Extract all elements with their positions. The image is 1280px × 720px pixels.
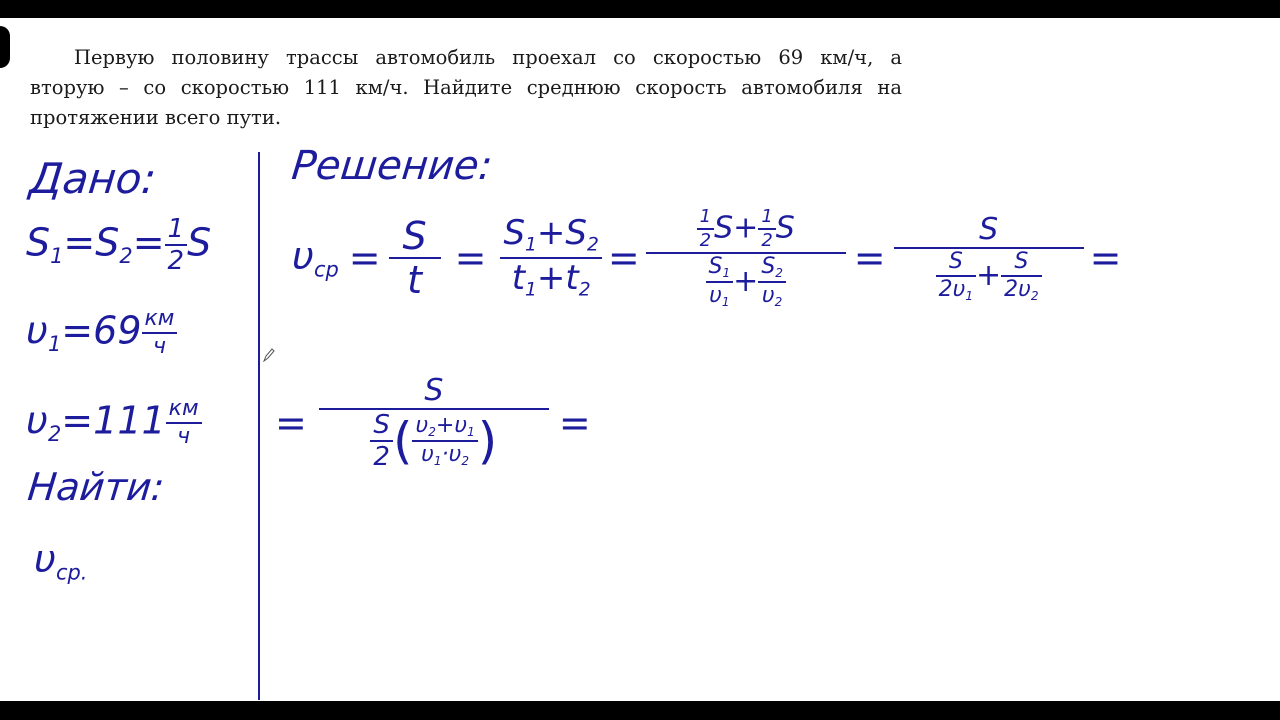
- given-s-equation: [26, 216, 211, 274]
- open-paren: (: [392, 412, 413, 470]
- denominator: t: [407, 258, 423, 303]
- equals-sign: =: [348, 236, 381, 281]
- fraction-bar: [319, 408, 549, 410]
- v-symbol: υ: [1018, 276, 1031, 302]
- v-symbol: υ: [421, 442, 434, 467]
- denominator: 2: [761, 230, 773, 251]
- v2-value: 111: [93, 398, 166, 443]
- numerator: [694, 208, 798, 250]
- fraction-s2-v2: [758, 256, 786, 309]
- v1-value: 69: [93, 308, 142, 353]
- close-paren: ): [477, 412, 498, 470]
- s-symbol: S: [761, 254, 776, 279]
- v-symbol: υ: [709, 283, 722, 309]
- unit-denominator: ч: [177, 424, 191, 449]
- fraction-half-s: [646, 208, 846, 309]
- fraction-bar: [646, 252, 846, 254]
- problem-line-2: вторую – со скоростью 111 км/ч. Найдите среднюю скорость автомобиля на: [30, 76, 902, 99]
- fraction-half: [758, 208, 775, 250]
- subscript: 2: [774, 295, 783, 310]
- fraction-half: [165, 216, 188, 274]
- fraction-sum: [500, 213, 601, 301]
- s-symbol: S: [565, 213, 588, 254]
- given-v1: [26, 308, 177, 358]
- subscript: 2: [775, 266, 783, 281]
- given-title: Дано:: [27, 154, 159, 203]
- subscript: 1: [965, 288, 974, 303]
- fraction-s1-v1: [706, 256, 734, 309]
- equals-sign: =: [607, 236, 640, 281]
- s-symbol: S: [187, 220, 212, 265]
- unit-fraction: [142, 308, 178, 358]
- corner-marker: [0, 26, 10, 68]
- equals-sign: =: [275, 401, 307, 445]
- numerator: [758, 256, 786, 279]
- pencil-cursor-icon: [263, 348, 275, 362]
- v-symbol: υ: [448, 442, 462, 467]
- subscript: 1: [48, 331, 62, 356]
- denominator: [509, 258, 594, 301]
- fraction-s-2v1: [936, 248, 976, 303]
- numerator: S: [979, 211, 999, 247]
- subscript: 1: [50, 243, 64, 268]
- denominator: [418, 444, 472, 467]
- find-v: [34, 537, 88, 585]
- fraction-half: [697, 208, 714, 250]
- denominator: 2: [699, 230, 712, 251]
- find-title: Найти:: [25, 465, 167, 509]
- v-symbol: υ: [454, 412, 468, 438]
- denominator: [706, 285, 732, 308]
- numerator: S: [1014, 248, 1029, 274]
- s-symbol: S: [95, 220, 120, 265]
- problem-line-1: Первую половину трассы автомобиль проехал со скоростью 69 км/ч, а: [74, 46, 902, 69]
- subscript: 2: [461, 454, 470, 469]
- v-avg: [292, 233, 341, 282]
- t-symbol: t: [565, 258, 579, 299]
- denominator: [759, 285, 785, 308]
- given-v2: [26, 398, 202, 448]
- equals-sign: =: [558, 401, 591, 445]
- s-symbol: S: [503, 213, 526, 254]
- plus-sign: +: [536, 258, 566, 299]
- plus-sign: +: [536, 213, 566, 254]
- subscript: 1: [722, 266, 731, 281]
- equals-sign: =: [63, 220, 96, 265]
- subscript: 1: [525, 279, 537, 301]
- numerator: S: [424, 373, 444, 408]
- unit-numerator: км: [144, 306, 175, 331]
- denominator: [703, 256, 789, 309]
- problem-line-3: протяжении всего пути.: [30, 106, 282, 129]
- fraction-s-2v2: [1001, 248, 1041, 303]
- numerator: S: [948, 248, 963, 274]
- problem-statement: [30, 43, 902, 133]
- s-symbol: S: [714, 210, 734, 246]
- fraction-s-over-2: [370, 412, 393, 470]
- numerator: S: [402, 214, 427, 259]
- numerator: 1: [699, 206, 712, 227]
- subscript: 2: [587, 234, 599, 256]
- denominator: 2: [373, 442, 390, 472]
- subscript: 1: [721, 295, 730, 310]
- v-symbol: υ: [292, 233, 314, 278]
- s-symbol: S: [26, 220, 51, 265]
- v-symbol: υ: [26, 398, 48, 443]
- v-symbol: υ: [34, 537, 56, 581]
- v-symbol: υ: [761, 283, 775, 309]
- numerator: [706, 256, 734, 279]
- denominator: [933, 248, 1045, 303]
- solution-line-2: [275, 373, 591, 472]
- equals-sign: =: [61, 308, 94, 353]
- subscript: 1: [525, 234, 537, 256]
- denominator: 2: [167, 246, 185, 276]
- subscript: ср.: [56, 560, 88, 585]
- denominator: [936, 276, 976, 303]
- subscript: 2: [119, 243, 133, 268]
- fraction-s-over-t: [389, 214, 441, 303]
- equals-sign: =: [853, 236, 886, 281]
- numerator: 1: [761, 206, 773, 227]
- plus-sign: +: [976, 257, 1002, 293]
- worksheet: [0, 18, 1280, 701]
- fraction-bar: [894, 247, 1084, 249]
- unit-numerator: км: [168, 396, 199, 421]
- plus-sign: +: [435, 412, 455, 438]
- equals-sign: =: [132, 220, 165, 265]
- numerator: 1: [167, 214, 185, 244]
- subscript: 1: [433, 454, 442, 469]
- subscript: 1: [467, 424, 475, 439]
- v-symbol: υ: [26, 308, 48, 353]
- subscript: 2: [428, 424, 436, 439]
- numerator: [412, 412, 477, 439]
- v-symbol: υ: [952, 276, 966, 302]
- unit-denominator: ч: [152, 334, 166, 359]
- two: 2: [1004, 276, 1019, 302]
- denominator: [367, 412, 500, 470]
- plus-sign: +: [733, 263, 759, 299]
- numerator: [500, 213, 601, 256]
- subscript: 2: [578, 279, 591, 301]
- dot-sign: ·: [441, 442, 449, 467]
- denominator: [1001, 276, 1041, 303]
- column-divider: [258, 152, 260, 700]
- unit-fraction: [166, 398, 202, 448]
- subscript: 2: [1030, 288, 1039, 303]
- s-symbol: S: [708, 254, 723, 279]
- two: 2: [938, 276, 953, 302]
- equals-sign: =: [1089, 236, 1122, 281]
- subscript: ср: [314, 257, 339, 282]
- solution-line-1: [292, 208, 1127, 309]
- equals-sign: =: [61, 398, 94, 443]
- fraction-s-over-product: [319, 373, 549, 472]
- s-symbol: S: [775, 210, 795, 246]
- v-symbol: υ: [415, 412, 429, 438]
- t-symbol: t: [511, 258, 526, 299]
- fraction-v-sum-over-product: [412, 412, 477, 469]
- solution-title: Решение:: [289, 143, 495, 189]
- fraction-s-over-sum: [894, 211, 1084, 303]
- subscript: 2: [48, 421, 62, 446]
- equals-sign: =: [454, 236, 487, 281]
- numerator: S: [373, 410, 390, 440]
- plus-sign: +: [733, 210, 759, 246]
